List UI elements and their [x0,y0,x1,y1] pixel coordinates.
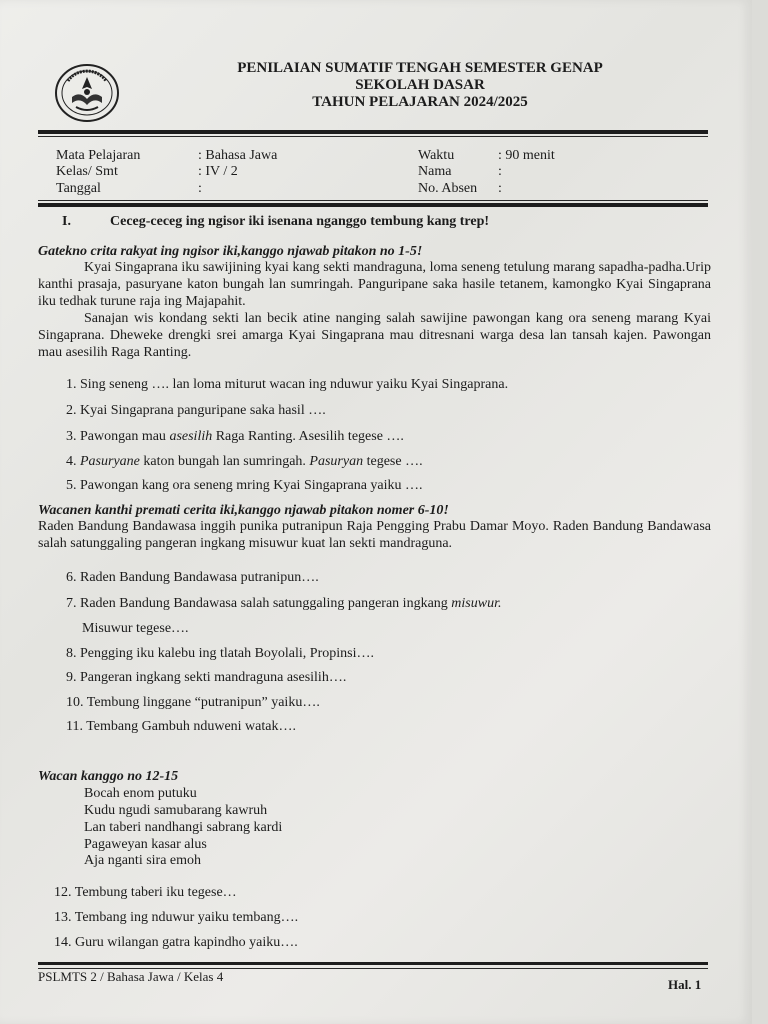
question-2: 2. Kyai Singaprana panguripane saka hasil …. [66,403,326,418]
section-instruction: Ceceg-ceceg ing ngisor iki isenana nganggo tembung kang trep! [110,214,490,229]
subject-value: : Bahasa Jawa [198,148,278,163]
info-divider [38,203,708,207]
poem-line-3: Lan taberi nandhangi sabrang kardi [84,820,283,835]
poem-line-5: Aja nganti sira emoh [84,853,202,868]
section-number: I. [62,214,71,229]
q4-post: tegese …. [363,454,423,469]
poem-line-2: Kudu ngudi samubarang kawruh [84,803,268,818]
reading-1-heading: Gatekno crita rakyat ing ngisor iki,kanggo njawab pitakon no 1-5! [38,244,423,259]
question-14: 14. Guru wilangan gatra kapindho yaiku…. [54,935,298,950]
page-number: Hal. 1 [668,977,702,992]
q7-term: misuwur. [451,596,502,611]
reading-2-heading: Wacanen kanthi premati cerita iki,kanggo njawab pitakon nomer 6-10! [38,503,449,518]
question-13: 13. Tembang ing nduwur yaiku tembang…. [54,910,299,925]
question-8: 8. Pengging iku kalebu ing tlatah Boyolali, Propinsi…. [66,646,374,661]
q4-term-2: Pasuryan [309,454,364,469]
q3-pre: 3. Pawongan mau [66,429,170,444]
absen-field: : [498,181,502,196]
header-divider-top [38,130,708,134]
q3-term: asesilih [169,429,213,444]
poem-line-4: Pagaweyan kasar alus [84,837,207,852]
q3-post: Raga Ranting. Asesilih tegese …. [212,429,404,444]
class-label: Kelas/ Smt [56,164,118,179]
name-label: Nama [418,164,452,179]
q4-term: Pasuryane [80,454,140,469]
question-4 [66,453,423,470]
reading-1-p2-text: Sanajan wis kondang sekti lan becik atine nanging salah sawijine pawongan kang ora seneng marang Kyai Singaprana. Dheweke drengki srei amarga Kyai Singaprana mau ditresnani warga desa lan tansah kajen. Pawongan mau asesilih Raga Ranting. [38,311,711,360]
time-label: Waktu [418,148,455,163]
class-value: : IV / 2 [198,164,238,179]
question-9: 9. Pangeran ingkang sekti mandraguna asesilih…. [66,670,347,685]
q7-pre: 7. Raden Bandung Bandawasa salah satunggaling pangeran ingkang [66,596,452,611]
question-3 [66,428,404,445]
question-1: 1. Sing seneng …. lan loma miturut wacan ing nduwur yaiku Kyai Singaprana. [66,377,509,392]
date-value: : [198,181,202,196]
question-5: 5. Pawongan kang ora seneng mring Kyai Singaprana yaiku …. [66,478,423,493]
footer-divider [38,962,708,965]
question-7-line-2: Misuwur tegese…. [82,621,189,636]
date-label: Tanggal [56,181,101,196]
footer-code: PSLMTS 2 / Bahasa Jawa / Kelas 4 [38,969,224,984]
question-6: 6. Raden Bandung Bandawasa putranipun…. [66,570,319,585]
question-12: 12. Tembung taberi iku tegese… [54,885,237,900]
tut-wuri-handayani-logo [54,63,120,123]
school-year: TAHUN PELAJARAN 2024/2025 [312,94,528,110]
info-divider-thin [38,200,708,201]
question-7 [66,595,501,612]
reading-1-paragraph-2 [38,310,711,361]
question-11: 11. Tembang Gambuh nduweni watak…. [66,719,296,734]
school-level: SEKOLAH DASAR [355,77,485,93]
reading-3-heading: Wacan kanggo no 12-15 [38,769,179,784]
header-divider-top-thin [38,136,708,137]
exam-title: PENILAIAN SUMATIF TENGAH SEMESTER GENAP [237,60,603,76]
subject-label: Mata Pelajaran [56,148,141,163]
q4-pre: 4. [66,454,80,469]
poem-line-1: Bocah enom putuku [84,786,197,801]
absen-label: No. Absen [418,181,478,196]
reading-1-p1-text: Kyai Singaprana iku sawijining kyai kang sekti mandraguna, loma seneng tetulung marang sapadha-padha.Urip kanthi prasaja, pasuryane katon bungah lan sumringah. Panguripane saka hasile tetanem, kamongko Kyai Singaprana iku tedhak turune raja ing Majapahit. [38,260,711,309]
q4-mid: katon bungah lan sumringah. [139,454,310,469]
time-value: : 90 menit [498,148,555,163]
name-field: : [498,164,502,179]
reading-1-paragraph-1 [38,259,711,310]
reading-2-paragraph: Raden Bandung Bandawasa inggih punika putranipun Raja Pengging Prabu Damar Moyo. Raden Bandung Bandawasa salah satunggaling pangeran ingkang misuwur kuat lan sekti mandraguna. [38,519,711,551]
question-10: 10. Tembung linggane “putranipun” yaiku…. [66,695,320,710]
